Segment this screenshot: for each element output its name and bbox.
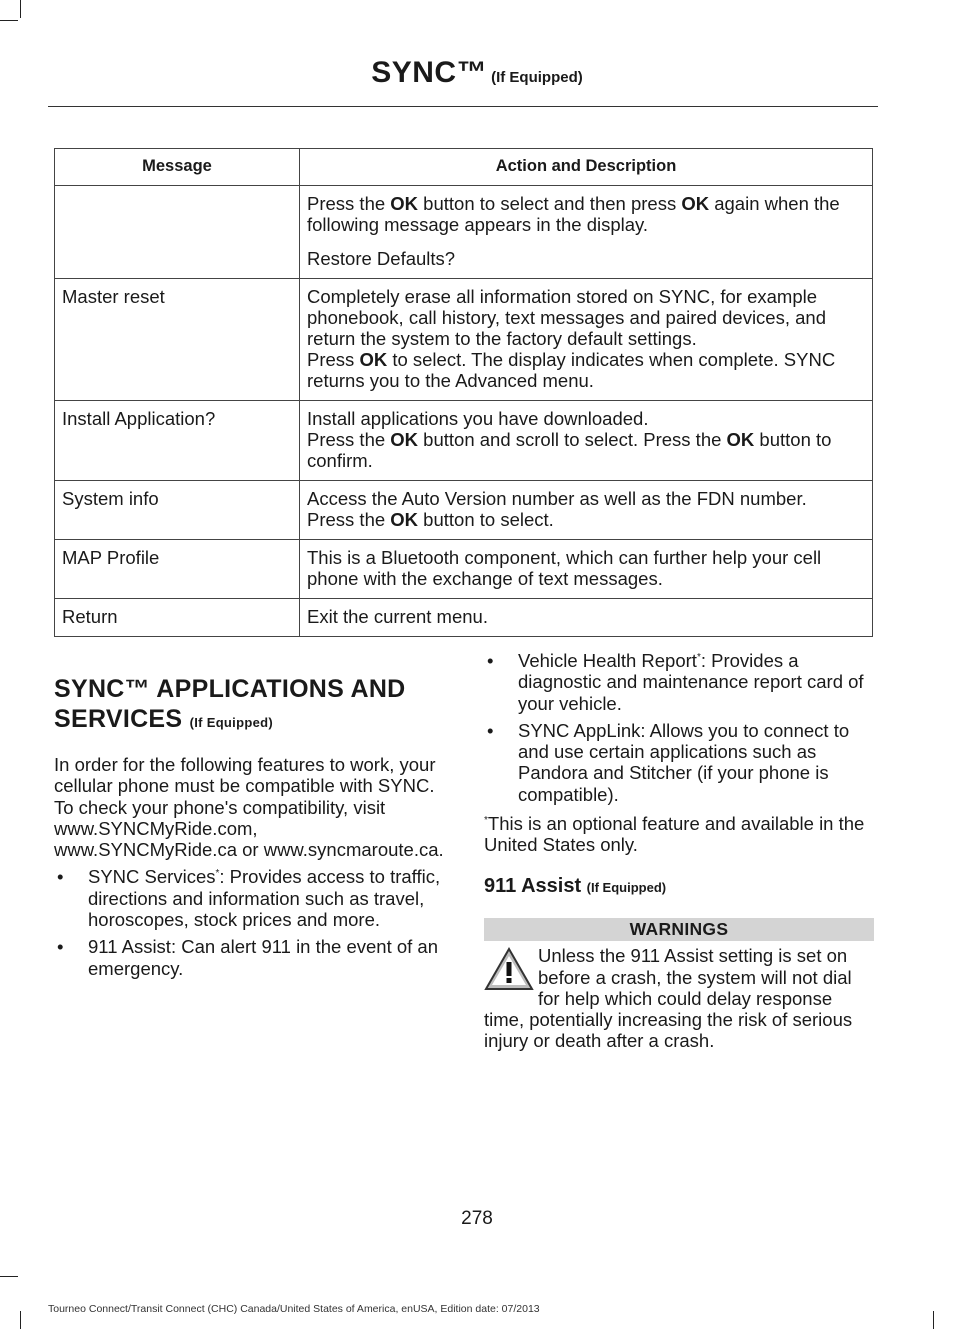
bullet-icon: • bbox=[487, 650, 494, 671]
table-row bbox=[55, 186, 873, 279]
intro-paragraph: In order for the following features to work, your cellular phone must be compatible with SYNC. To check your phone's compatibility, visit www.SYNCMyRide.com, www.SYNCMyRide.ca or www.syncmaroute.ca. bbox=[54, 754, 444, 861]
message-cell: Return bbox=[55, 599, 300, 637]
footer-edition-info: Tourneo Connect/Transit Connect (CHC) Canada/United States of America, enUSA, Edition date: 07/2013 bbox=[48, 1303, 540, 1315]
warning-triangle-icon bbox=[484, 947, 534, 991]
feature-list bbox=[54, 866, 444, 978]
list-item: • 911 Assist: Can alert 911 in the event of an emergency. bbox=[57, 936, 439, 979]
warnings-banner: WARNINGS bbox=[484, 918, 874, 941]
message-table bbox=[54, 148, 873, 637]
message-cell: Install Application? bbox=[55, 401, 300, 481]
table-row bbox=[55, 401, 873, 481]
warning-text: Unless the 911 Assist setting is set on before a crash, the system will not dial for help which could delay response time, potentially increasing the risk of serious injury or death after a crash. bbox=[484, 945, 853, 1052]
crop-mark bbox=[933, 1311, 934, 1329]
table-row bbox=[55, 481, 873, 540]
crop-mark bbox=[20, 1311, 21, 1329]
section-heading: SYNC™ APPLICATIONS AND SERVICES (If Equipped) bbox=[54, 675, 406, 733]
action-cell: Access the Auto Version number as well as the FDN number. Press the OK button to select. bbox=[300, 481, 873, 540]
page-title: SYNC™ bbox=[371, 56, 488, 89]
action-cell: Install applications you have downloaded. Press the OK button and scroll to select. Press the OK button to confirm. bbox=[300, 401, 873, 481]
message-cell bbox=[55, 186, 300, 279]
right-column bbox=[484, 650, 874, 1052]
table-row bbox=[55, 599, 873, 637]
message-cell: MAP Profile bbox=[55, 540, 300, 599]
list-item: • Vehicle Health Report*: Provides a diagnostic and maintenance report card of your vehicle. bbox=[487, 650, 864, 714]
table-header-row bbox=[55, 149, 873, 186]
action-cell: Completely erase all information stored on SYNC, for example phonebook, call history, text messages and paired devices, and return the system to the factory default settings. Press OK to select. The display indicates when complete. SYNC returns you to the Advanced menu. bbox=[300, 279, 873, 401]
footnote: *This is an optional feature and available in the United States only. bbox=[484, 813, 865, 856]
action-cell: Press the OK button to select and then press OK again when the following message appears in the display. Restore Defaults? bbox=[300, 186, 873, 279]
action-cell: This is a Bluetooth component, which can further help your cell phone with the exchange of text messages. bbox=[300, 540, 873, 599]
bullet-icon: • bbox=[487, 719, 494, 741]
table-row bbox=[55, 279, 873, 401]
crop-mark bbox=[0, 20, 18, 21]
column-header-action: Action and Description bbox=[300, 149, 873, 186]
column-header-message: Message bbox=[55, 149, 300, 186]
page-title-qualifier: (If Equipped) bbox=[491, 69, 583, 86]
crop-mark bbox=[20, 0, 21, 18]
feature-list bbox=[484, 650, 874, 805]
bullet-icon: • bbox=[57, 936, 64, 958]
list-item: • SYNC Services*: Provides access to traffic, directions and information such as travel, horoscopes, stock prices and more. bbox=[57, 866, 441, 931]
left-column bbox=[54, 674, 444, 985]
warning-block bbox=[484, 945, 874, 1051]
action-cell: Exit the current menu. bbox=[300, 599, 873, 637]
page-number: 278 bbox=[461, 1208, 493, 1229]
message-cell: Master reset bbox=[55, 279, 300, 401]
message-cell: System info bbox=[55, 481, 300, 540]
header-divider bbox=[48, 106, 878, 107]
crop-mark bbox=[0, 1276, 18, 1277]
table-row bbox=[55, 540, 873, 599]
subsection-heading: 911 Assist (If Equipped) bbox=[484, 874, 667, 897]
list-item: • SYNC AppLink: Allows you to connect to and use certain applications such as Pandora and Stitcher (if your phone is compatible). bbox=[487, 719, 850, 805]
page-header bbox=[0, 56, 954, 90]
bullet-icon: • bbox=[57, 866, 64, 888]
